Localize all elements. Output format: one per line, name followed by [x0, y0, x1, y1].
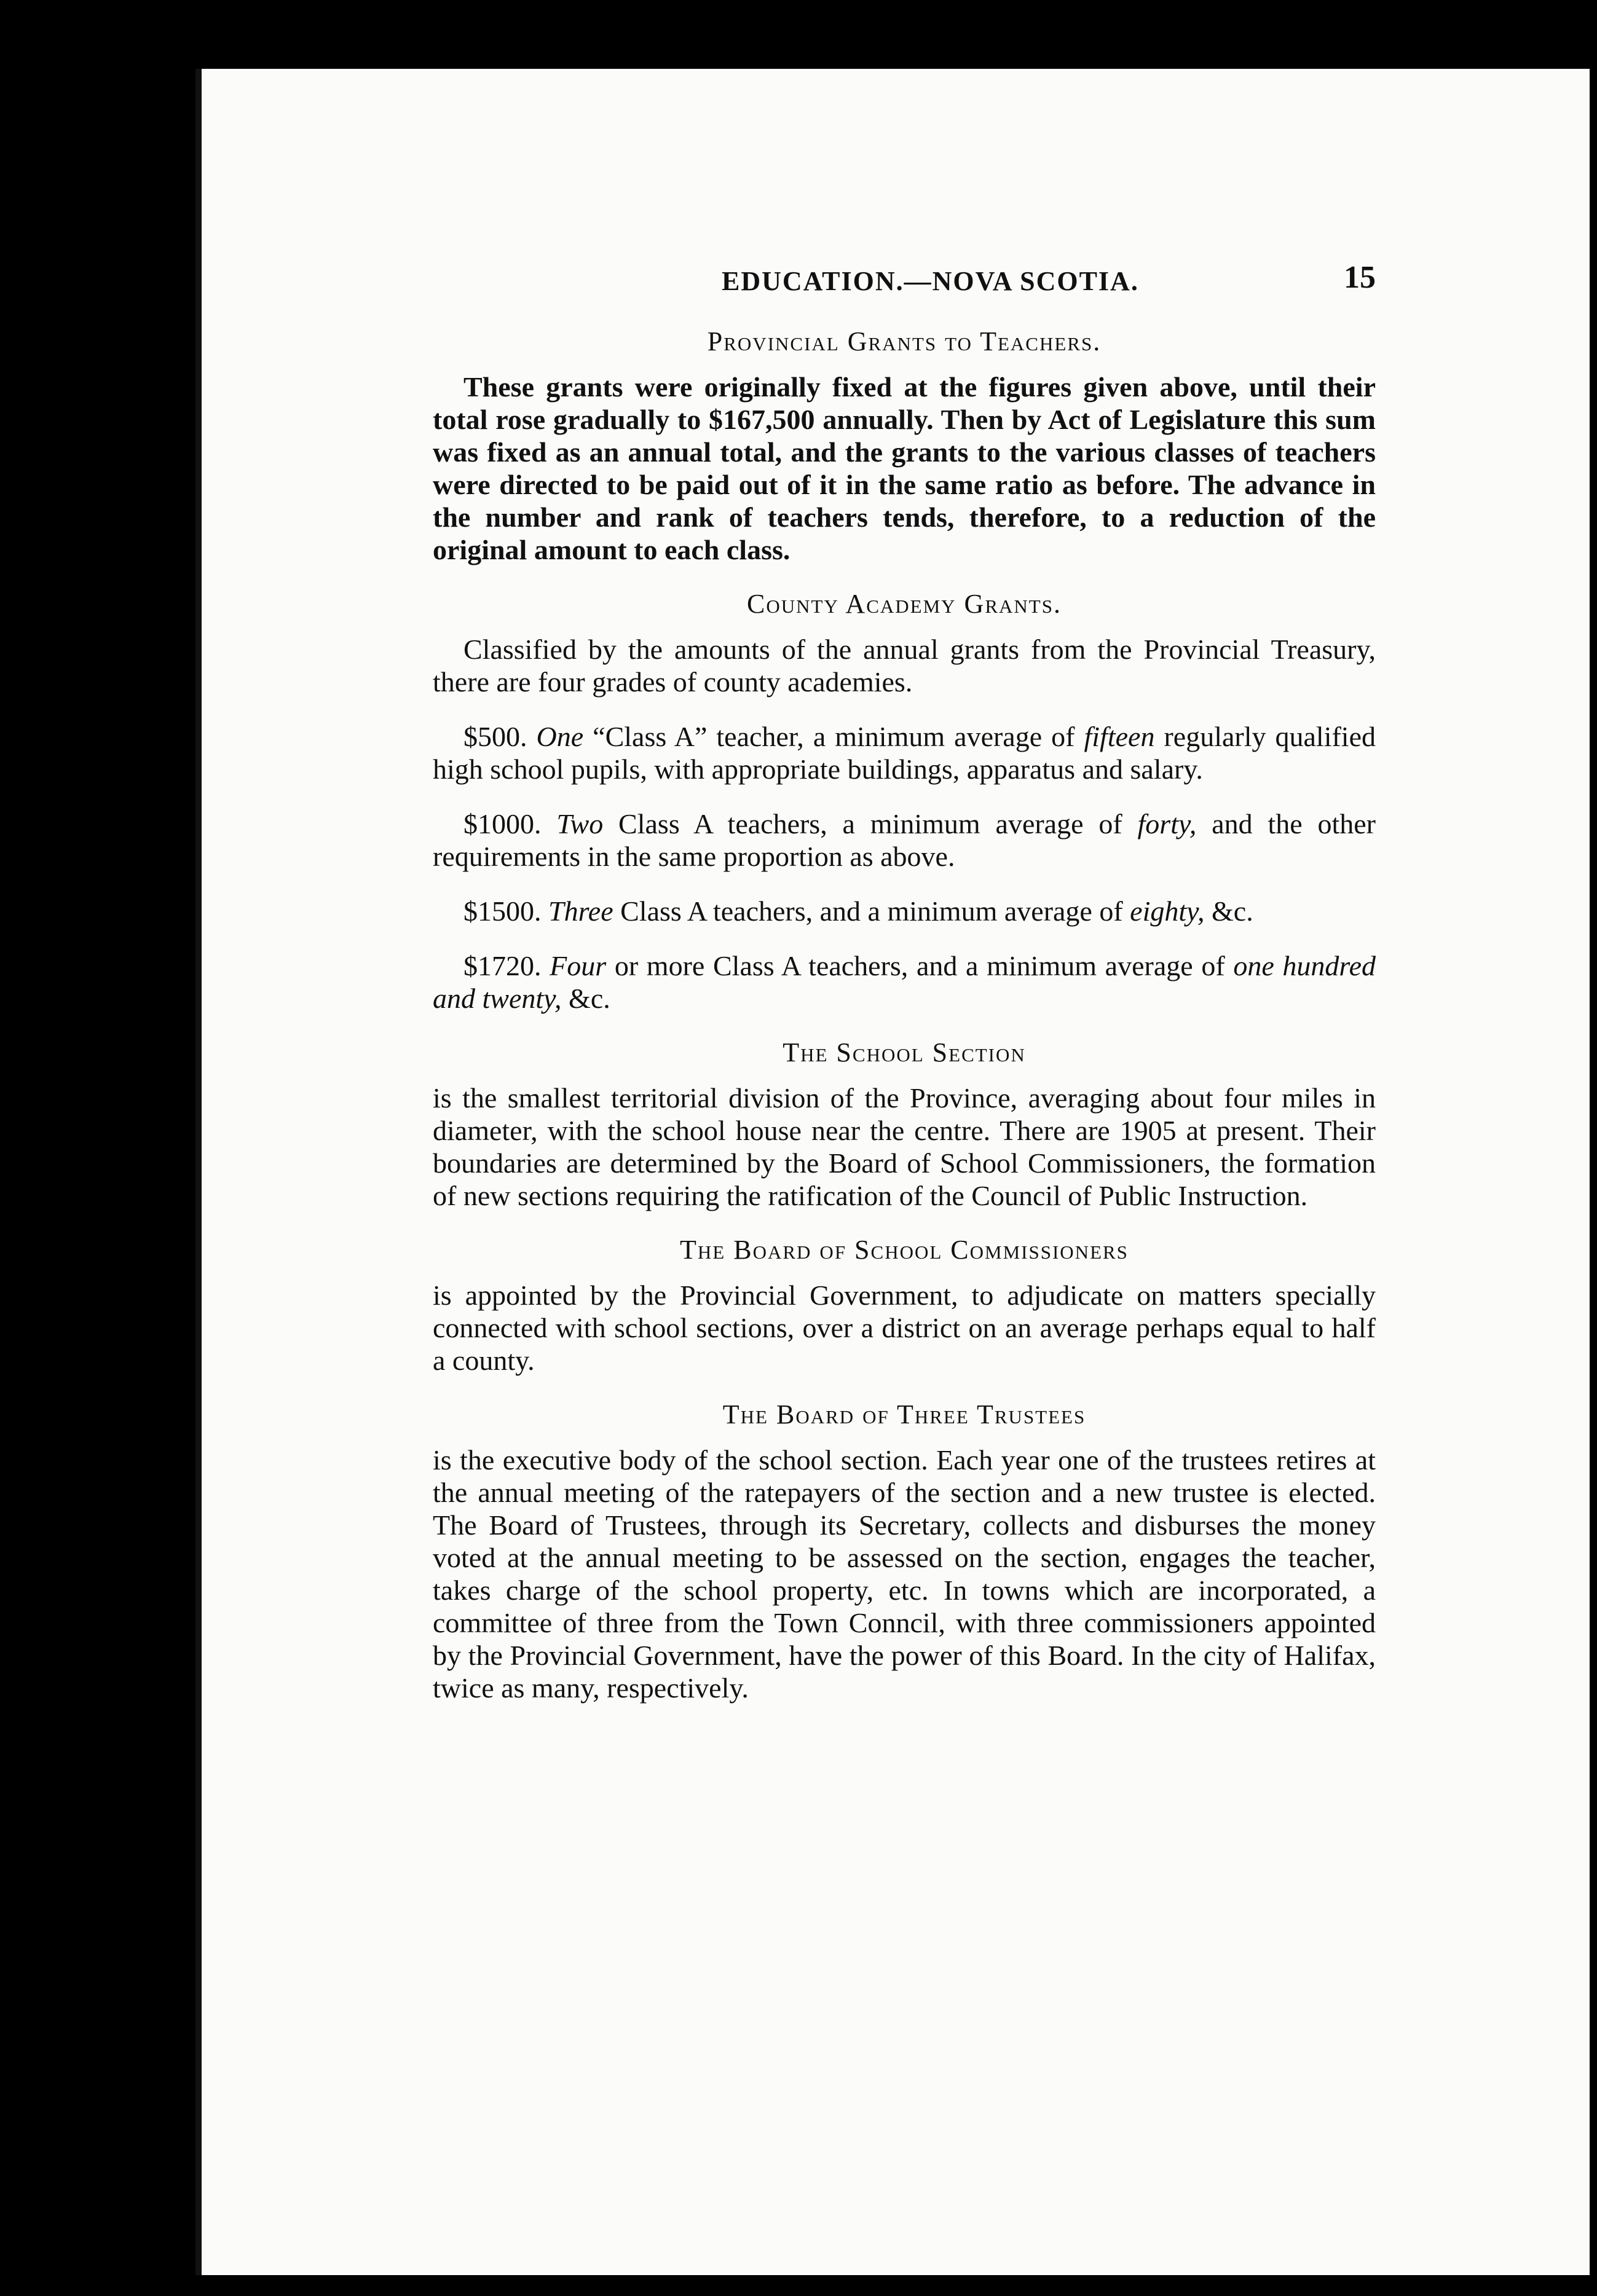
- scan-border-top: [0, 0, 1597, 69]
- paragraph-board-of-trustees: is the executive body of the school section. Each year one of the trustees retires at the annual meeting of the ratepayers of the section and a new trustee is elected. The Board of Trustees, through its Secretary, collects and disburses the money voted at the annual meeting to be assessed on the section, engages the teacher, takes charge of the school property, etc. In towns which are incorporated, a committee of three from the Town Conncil, with three commissioners appointed by the Provincial Government, have the power of this Board. In the city of Halifax, twice as many, respectively.: [433, 1444, 1376, 1704]
- grade-500-amount: $500.: [463, 721, 527, 752]
- paragraph-school-section: is the smallest territorial division of the Province, averaging about four miles in diameter, with the school house near the centre. There are 1905 at present. Their boundaries are determined by the Board of School Commissioners, the formation of new sections requiring the ratification of the Council of Public Instruction.: [433, 1082, 1376, 1211]
- page-number: 15: [1344, 260, 1376, 295]
- grade-1500-text: Class A teachers, and a minimum average of: [613, 895, 1130, 927]
- heading-board-of-commissioners: The Board of School Commissioners: [680, 1235, 1129, 1265]
- grade-1500-em2: eighty,: [1130, 895, 1205, 927]
- grade-500-text2: regularly qualified high school pupils, with appropriate buildings, apparatus and salary.: [433, 721, 1376, 785]
- paragraph-grade-1720: [433, 949, 1376, 1015]
- grade-1720-amount: $1720.: [463, 950, 542, 981]
- paragraph-provincial-grants: These grants were originally fixed at the figures given above, until their total rose gradually to $167,500 annually. Then by Act of Legislature this sum was fixed as an annual total, and the grants to the various classes of teachers were directed to be paid out of it in the same ratio as before. The advance in the number and rank of teachers tends, therefore, to a reduction of the original amount to each class.: [433, 371, 1376, 565]
- grade-500-em: One: [536, 721, 584, 752]
- heading-school-section: The School Section: [783, 1037, 1026, 1067]
- heading-county-academy-grants: County Academy Grants.: [747, 589, 1062, 619]
- paragraph-academy-intro: Classified by the amounts of the annual grants from the Provincial Treasury, there are four grades of county academies.: [433, 634, 1376, 698]
- paragraph-grade-1500: [433, 895, 1376, 927]
- paragraph-grade-1000: [433, 808, 1376, 873]
- grade-1500-amount: $1500.: [463, 895, 542, 927]
- paragraph-board-of-commissioners: is appointed by the Provincial Government, to adjudicate on matters specially connected with school sections, over a district on an average perhaps equal to half a county.: [433, 1280, 1376, 1376]
- grade-500-text: “Class A” teacher, a minimum average of: [583, 721, 1084, 752]
- grade-1000-text: Class A teachers, a minimum average of: [603, 808, 1138, 839]
- page-text: [433, 260, 1376, 1726]
- grade-1720-text2: &c.: [561, 983, 610, 1014]
- grade-1000-em: Two: [556, 808, 604, 839]
- grade-1000-amount: $1000.: [463, 808, 542, 839]
- grade-1720-em2: one hundred and twenty,: [433, 950, 1376, 1014]
- running-head-title: EDUCATION.—NOVA SCOTIA.: [722, 266, 1139, 296]
- grade-1720-em: Four: [550, 950, 607, 981]
- grade-1500-text2: &c.: [1204, 895, 1253, 927]
- book-page: [195, 69, 1590, 2275]
- grade-1000-em2: forty,: [1137, 808, 1197, 839]
- grade-1720-text: or more Class A teachers, and a minimum average of: [606, 950, 1234, 981]
- grade-500-em2: fifteen: [1084, 721, 1155, 752]
- heading-board-of-trustees: The Board of Three Trustees: [722, 1399, 1086, 1429]
- paragraph-grade-500: [433, 720, 1376, 785]
- grade-1000-text2: and the other requirements in the same proportion as above.: [433, 808, 1376, 872]
- heading-provincial-grants: Provincial Grants to Teachers.: [707, 326, 1102, 356]
- grade-1500-em: Three: [548, 895, 613, 927]
- running-head: [433, 260, 1376, 315]
